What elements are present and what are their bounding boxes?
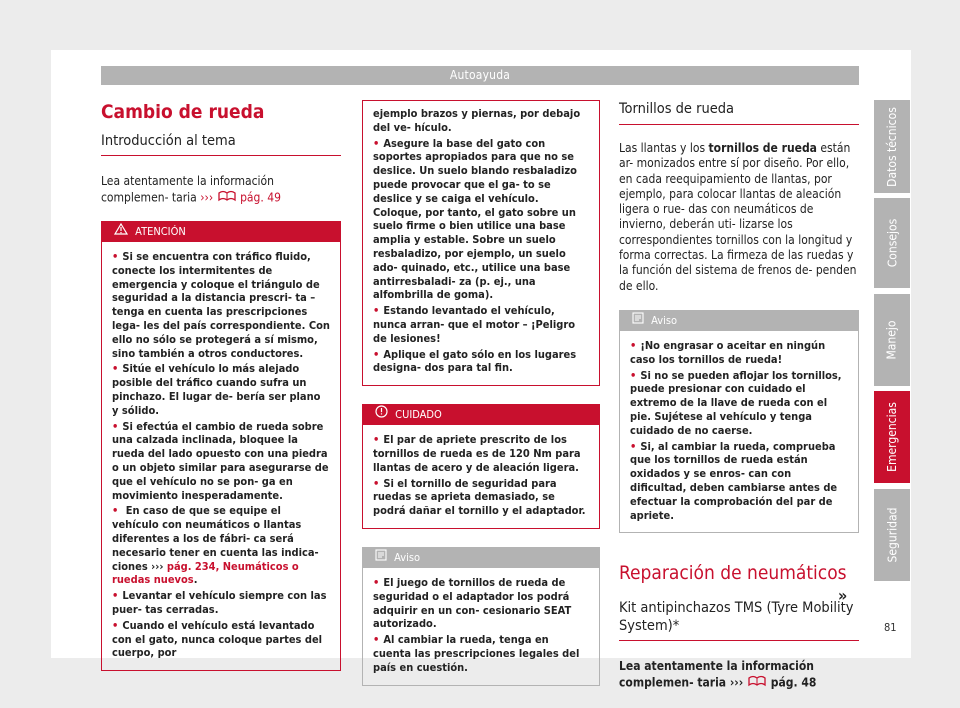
note-item: • Al cambiar la rueda, tenga en cuenta las prescripciones legales del país en cuestión. <box>373 633 589 674</box>
note-title: Aviso <box>394 550 421 564</box>
caution-item: • Si el tornillo de seguridad para ruedas se aprieta demasiado, se podrá dañar el tornillo y el adaptador. <box>373 477 589 518</box>
tab-label: Consejos <box>885 218 899 268</box>
warning-item: • Levantar el vehículo siempre con las puer- tas cerradas. <box>112 589 330 617</box>
note-header <box>363 548 599 568</box>
warning-item: • Si efectúa el cambio de rueda sobre una calzada inclinada, bloquee la rueda del lado opuesto con una piedra o un objeto similar para asegurarse de que el vehículo no se pon- ga en movimiento inesperadamente. <box>112 420 330 503</box>
intro-arrows: ››› <box>200 190 214 205</box>
warning-item: • Sitúe el vehículo lo más alejado posible del tráfico cuando sufra un pinchazo. El lugar de- bería ser plano y sólido. <box>112 362 330 417</box>
book-icon <box>217 189 237 207</box>
warning-title: ATENCIÓN <box>135 225 186 238</box>
warning-item-text: En caso de que se equipe el vehículo con neumáticos o llantas diferentes a los de fábri- ca será necesario tener en cuenta las indica- ciones <box>112 504 319 573</box>
note-item: • Si, al cambiar la rueda, comprueba que los tornillos de rueda están oxidados y se enros- can con dificultad, deben cambiarse antes de efectuar la comprobación del par de apriete. <box>630 440 848 523</box>
body-text-bold: tornillos de rueda <box>708 141 817 155</box>
header-bar: Autoayuda <box>101 66 859 85</box>
page-number: 81 <box>884 621 897 634</box>
section-title-tornillos: Tornillos de rueda <box>619 100 859 125</box>
tornillos-body <box>619 141 859 294</box>
section-title-kit: Kit antipinchazos TMS (Tyre Mobility System)* <box>619 599 859 641</box>
warning-item: • Estando levantado el vehículo, nunca arran- que el motor – ¡Peligro de lesiones! <box>373 304 589 345</box>
tab-seguridad[interactable] <box>874 489 910 581</box>
intro-page-link[interactable]: pág. 49 <box>240 190 281 205</box>
warning-header <box>102 222 340 242</box>
warning-triangle-icon <box>114 222 128 242</box>
note-body <box>620 331 858 532</box>
caution-header <box>363 405 599 425</box>
warning-cont-text: ejemplo brazos y piernas, por debajo del ve- hículo. <box>373 107 581 134</box>
tab-label: Manejo <box>885 320 899 360</box>
caution-title: CUIDADO <box>395 408 442 422</box>
intro-text-kit <box>619 659 859 692</box>
note-box-tornillos <box>619 310 859 533</box>
note-item: • ¡No engrasar o aceitar en ningún caso los tornillos de rueda! <box>630 339 848 367</box>
warning-box <box>101 221 341 671</box>
tab-label: Emergencias <box>885 402 900 472</box>
column-1 <box>101 100 341 671</box>
note-item: • Si no se pueden aflojar los tornillos, puede presionar con cuidado el extremo de la llave de rueda con el pie. Sujétese al vehículo y tenga cuidado de no caerse. <box>630 369 848 438</box>
column-2 <box>362 100 600 686</box>
warning-item-end: . <box>193 573 198 587</box>
warning-continuation-box <box>362 100 600 386</box>
book-icon <box>747 674 767 692</box>
note-header <box>620 311 858 331</box>
intro-body: Lea atentamente la información complemen- taria <box>101 174 275 205</box>
caution-body <box>363 425 599 528</box>
note-icon <box>632 311 644 331</box>
note-item: • El juego de tornillos de rueda de seguridad o el adaptador los podrá adquirir en un con- cesionario SEAT autorizado. <box>373 576 589 631</box>
intro-text <box>101 174 341 207</box>
continue-marker: » <box>838 586 848 605</box>
note-icon <box>375 548 387 568</box>
warning-item-arrows: ››› <box>151 559 164 573</box>
section-title: Introducción al tema <box>101 132 341 156</box>
warning-item: • Cuando el vehículo está levantado con el gato, nunca coloque partes del cuerpo, por <box>112 619 330 660</box>
caution-item: • El par de apriete prescrito de los tornillos de rueda es de 120 Nm para llantas de acero y de aleación ligera. <box>373 433 589 474</box>
intro-body: Lea atentamente la información complemen- taria <box>619 659 814 690</box>
tab-label: Datos técnicos <box>885 106 900 187</box>
warning-item: • Aplique el gato sólo en los lugares designa- dos para tal fin. <box>373 348 589 376</box>
note-box <box>362 547 600 686</box>
warning-item <box>112 504 330 587</box>
column-3 <box>619 100 859 692</box>
warning-item: • Si se encuentra con tráfico fluido, conecte los intermitentes de emergencia y coloque el triángulo de seguridad a la distancia prescri- ta – tenga en cuenta las prescripciones lega- les del país correspondiente. Con ello no sólo se protegerá a sí mismo, sino también a otros conductores. <box>112 250 330 360</box>
intro-arrows: ››› <box>729 675 744 690</box>
intro-page-link[interactable]: pág. 48 <box>770 675 817 690</box>
tab-emergencias[interactable] <box>874 391 910 483</box>
tab-consejos[interactable] <box>874 198 910 288</box>
warning-item-link[interactable]: pág. 234, Neumáticos o ruedas nuevos <box>112 559 299 587</box>
warning-item: • Asegure la base del gato con soportes apropiados para que no se deslice. Un suelo blando resbaladizo puede provocar que el ga- to se deslice y se caiga el vehículo. Coloque, por tanto, el gato sobre un suelo firme o bien utilice una base amplia y estable. Sobre un suelo resbaladizo, por ejemplo, un suelo ado- quinado, etc., utilice una base antirresbaladi- za (p. ej., una alfombrilla de goma). <box>373 137 589 303</box>
warning-body <box>102 242 340 670</box>
body-text-pre: Las llantas y los <box>619 141 709 155</box>
chapter-title-reparacion: Reparación de neumáticos <box>619 562 847 585</box>
chapter-title: Cambio de rueda <box>101 101 265 123</box>
tab-manejo[interactable] <box>874 294 910 386</box>
note-body <box>363 568 599 685</box>
caution-circle-icon <box>375 405 388 425</box>
tab-datos-tecnicos[interactable] <box>874 100 910 193</box>
body-text-post: están ar- monizados entre sí por diseño. Por ello, en cada reequipamiento de llantas, por ejemplo, para colocar llantas de aleación ligera o rue- das con neumáticos de invierno, deberán uti- lizarse los correspondientes tornillos con la longitud y forma correctas. La firmeza de las ruedas y la función del sistema de frenos de- penden de ello. <box>619 141 857 293</box>
tab-label: Seguridad <box>885 507 899 563</box>
note-title: Aviso <box>651 313 678 327</box>
caution-box <box>362 404 600 529</box>
